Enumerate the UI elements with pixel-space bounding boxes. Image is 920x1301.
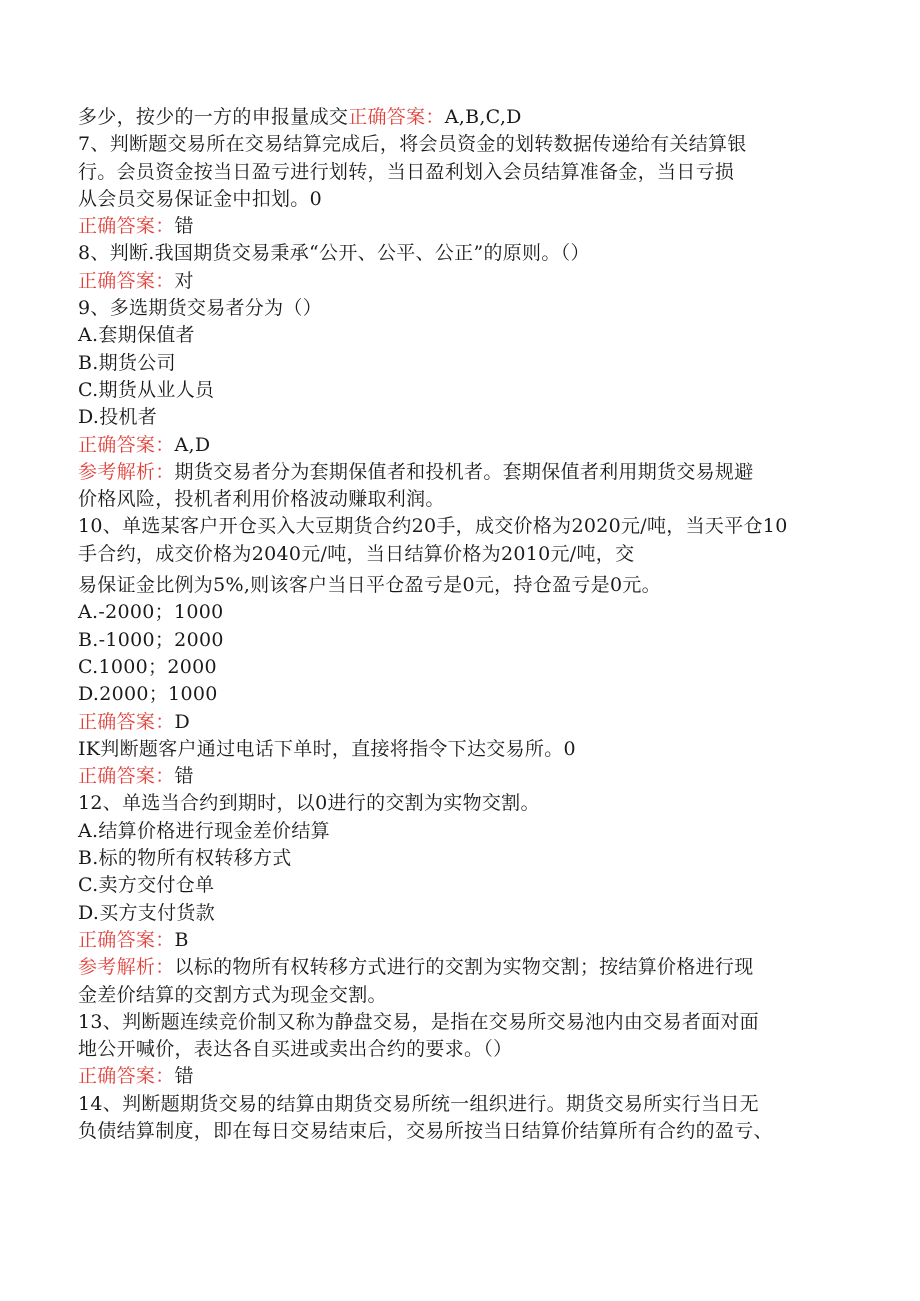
answer-value: B [174, 928, 189, 951]
text-line [78, 599, 848, 626]
line-text: 14、判断题期货交易的结算由期货交易所统一组织进行。期货交易所实行当日无 [78, 1092, 759, 1115]
text-line [78, 1036, 848, 1063]
line-text: A.-2000；1000 [78, 601, 224, 624]
answer-label: 正确答案： [78, 269, 175, 292]
text-line [78, 377, 848, 404]
text-line [78, 240, 848, 267]
text-line [78, 736, 848, 763]
text-line [78, 213, 848, 240]
line-text: B.-1000；2000 [78, 628, 224, 651]
line-text: 从会员交易保证金中扣划。0 [78, 187, 322, 210]
text-line [78, 295, 848, 322]
line-text: 13、判断题连续竞价制又称为静盘交易，是指在交易所交易池内由交易者面对面 [78, 1010, 759, 1033]
line-text: C.1000；2000 [78, 655, 217, 678]
text-line [78, 322, 848, 349]
text-line [78, 459, 848, 486]
text-line [78, 513, 848, 540]
text-line [78, 818, 848, 845]
line-text: B.标的物所有权转移方式 [78, 847, 292, 870]
answer-value: 错 [174, 215, 194, 238]
analysis-label: 参考解析： [78, 460, 175, 483]
line-text: 易保证金比例为5%,则该客户当日平仓盈亏是0元，持仓盈亏是0元。 [78, 574, 661, 597]
line-text: 7、判断题交易所在交易结算完成后，将会员资金的划转数据传递给有关结算银 [78, 133, 747, 156]
answer-label: 正确答案： [348, 106, 445, 128]
line-text: 手合约，成交价格为2040元/吨，当日结算价格为2010元/吨，交 [78, 542, 635, 565]
answer-label: 正确答案： [78, 710, 175, 733]
text-line [78, 432, 848, 459]
text-line [78, 1091, 848, 1118]
text-line [78, 845, 848, 872]
answer-value: 错 [174, 765, 194, 788]
text-line [78, 104, 848, 131]
answer-value: 错 [174, 1065, 194, 1088]
answer-value: A,B,C,D [444, 106, 522, 128]
text-line [78, 982, 848, 1009]
line-text: D.投机者 [78, 406, 158, 429]
document-body [78, 104, 848, 1145]
answer-value: 以标的物所有权转移方式进行的交割为实物交割；按结算价格进行现 [174, 956, 754, 979]
line-text: B.期货公司 [78, 351, 176, 374]
text-line [78, 541, 848, 568]
answer-value: 期货交易者分为套期保值者和投机者。套期保值者利用期货交易规避 [174, 460, 754, 483]
answer-label: 正确答案： [78, 215, 175, 238]
text-line [78, 927, 848, 954]
answer-value: A,D [174, 433, 211, 456]
text-line [78, 1063, 848, 1090]
answer-label: 正确答案： [78, 765, 175, 788]
line-text: 多少，按少的一方的申报量成交 [78, 106, 349, 128]
text-line [78, 1009, 848, 1036]
line-text: D.买方支付货款 [78, 901, 215, 924]
answer-value: D [174, 710, 191, 733]
line-text: C.期货从业人员 [78, 378, 215, 401]
line-text: 8、判断.我国期货交易秉承“公开、公平、公正”的原则。（） [78, 242, 590, 265]
answer-label: 正确答案： [78, 928, 175, 951]
line-text: 12、单选当合约到期时，以0进行的交割为实物交割。 [78, 792, 540, 815]
text-line [78, 572, 848, 599]
text-line [78, 872, 848, 899]
text-line [78, 681, 848, 708]
text-line [78, 709, 848, 736]
line-text: A.套期保值者 [78, 324, 195, 347]
text-line [78, 186, 848, 213]
line-text: IK判断题客户通过电话下单时，直接将指令下达交易所。0 [78, 737, 576, 760]
text-line [78, 486, 848, 513]
line-text: 10、单选某客户开仓买入大豆期货合约20手，成交价格为2020元/吨，当天平仓10 [78, 515, 788, 538]
text-line [78, 131, 848, 158]
line-text: 地公开喊价，表达各自买进或卖出合约的要求。（） [78, 1038, 513, 1061]
text-line [78, 900, 848, 927]
answer-label: 正确答案： [78, 433, 175, 456]
text-line [78, 954, 848, 981]
text-line [78, 763, 848, 790]
analysis-label: 参考解析： [78, 956, 175, 979]
answer-label: 正确答案： [78, 1065, 175, 1088]
text-line [78, 627, 848, 654]
line-text: A.结算价格进行现金差价结算 [78, 819, 330, 842]
answer-value: 对 [174, 269, 194, 292]
line-text: 负债结算制度，即在每日交易结束后，交易所按当日结算价结算所有合约的盈亏、 [78, 1119, 773, 1142]
text-line [78, 790, 848, 817]
text-line [78, 268, 848, 295]
line-text: 金差价结算的交割方式为现金交割。 [78, 983, 387, 1006]
line-text: D.2000；1000 [78, 683, 218, 706]
text-line [78, 654, 848, 681]
text-line [78, 1118, 848, 1145]
text-line [78, 350, 848, 377]
line-text: 行。会员资金按当日盈亏进行划转，当日盈利划入会员结算准备金，当日亏损 [78, 160, 735, 183]
line-text: 9、多选期货交易者分为（） [78, 297, 322, 320]
line-text: C.卖方交付仓单 [78, 874, 215, 897]
line-text: 价格风险，投机者利用价格波动赚取利润。 [78, 488, 445, 511]
text-line [78, 404, 848, 431]
text-line [78, 159, 848, 186]
